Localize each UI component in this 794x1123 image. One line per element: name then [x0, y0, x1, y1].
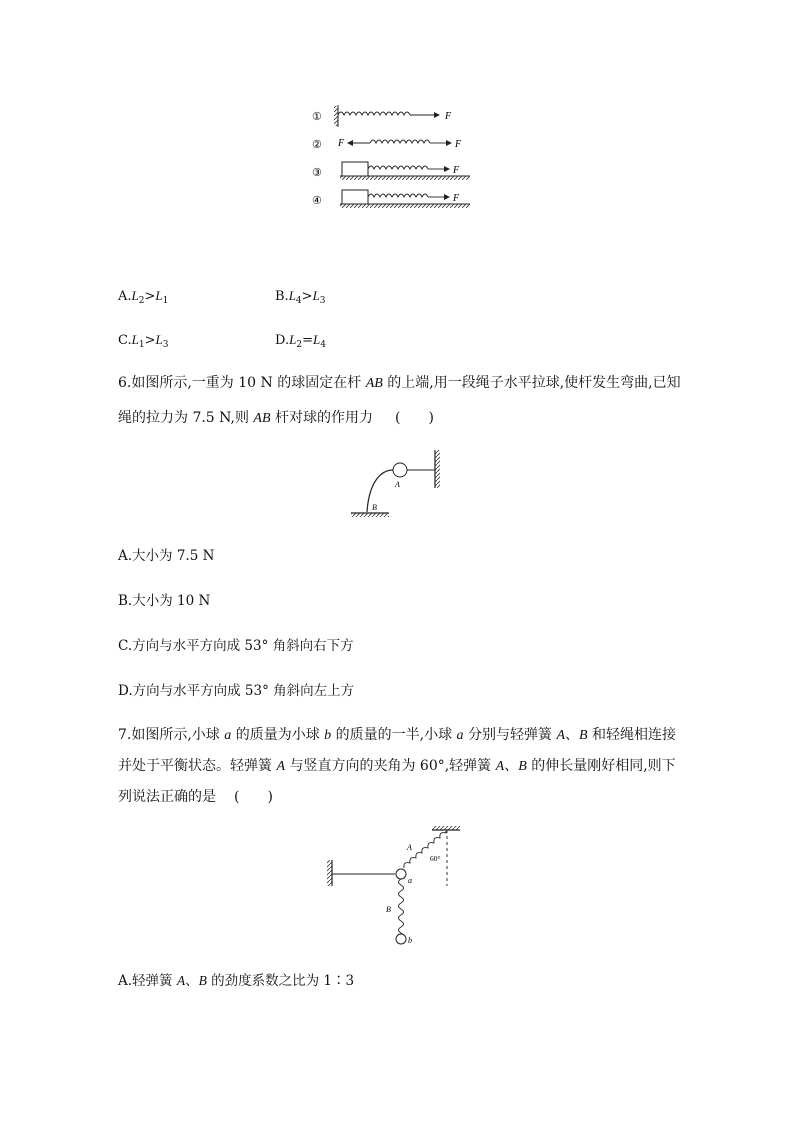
q6-option-b[interactable]: B.大小为 10 N	[118, 593, 211, 609]
ground	[340, 176, 470, 180]
spring-3	[368, 166, 428, 169]
option-a[interactable]: $A.L_2>L_1$	[118, 288, 169, 306]
q6-option-d[interactable]: D.方向与水平方向成 53° 角斜向左上方	[118, 683, 355, 699]
ball-a	[396, 869, 406, 879]
arrow-right-icon	[446, 140, 452, 146]
answer-blank[interactable]: ( )	[394, 410, 434, 426]
option-d[interactable]: $D.L_2=L_4$	[275, 332, 326, 350]
rod-ball-figure	[345, 448, 450, 520]
spring-4	[368, 194, 428, 197]
force-label: F	[453, 193, 460, 204]
setup-label-4: ④	[312, 195, 322, 207]
setup-label-3: ③	[312, 167, 322, 179]
spring-b-label: B	[386, 905, 391, 914]
force-label: F	[338, 138, 345, 149]
point-a-label: A	[395, 480, 400, 489]
q7-option-a[interactable]: A.轻弹簧 A、B 的劲度系数之比为 1∶3	[118, 973, 355, 989]
spring-setups-figure	[310, 100, 490, 215]
arrow-right-icon	[444, 194, 450, 200]
question-7-stem: 7.如图所示,小球 a 的质量为小球 b 的质量的一半,小球 a 分别与轻弹簧 A、B 和轻绳相连接 并处于平衡状态。轻弹簧 A 与竖直方向的夹角为 60°,轻弹簧 A、B 的伸长量刚好相同,则下 列说法正确的是 ( )	[118, 727, 677, 805]
spring-a-label: A	[407, 843, 412, 852]
spring-1	[338, 112, 410, 115]
angle-label: 60°	[430, 854, 441, 863]
q6-option-c[interactable]: C.方向与水平方向成 53° 角斜向右下方	[118, 638, 354, 654]
ball-b-label: b	[408, 936, 412, 945]
arrow-left-icon	[347, 140, 353, 146]
question-6-stem: 6.如图所示,一重为 10 N 的球固定在杆 AB 的上端,用一段绳子水平拉球,使杆发生弯曲,已知 绳的拉力为 7.5 N,则 AB 杆对球的作用力 ( )	[118, 375, 681, 426]
ground	[340, 204, 470, 208]
setup-label-2: ②	[312, 139, 322, 151]
answer-blank[interactable]: ( )	[234, 789, 273, 805]
ball-b	[396, 934, 406, 944]
setup-label-1: ①	[312, 111, 322, 123]
spring-2	[370, 140, 430, 143]
q6-option-a[interactable]: A.大小为 7.5 N	[118, 548, 215, 564]
spring-balls-figure	[322, 824, 472, 948]
spring-b	[399, 879, 404, 939]
block	[342, 190, 368, 204]
force-label: F	[455, 139, 462, 150]
ball	[393, 463, 407, 477]
force-label: F	[445, 111, 452, 122]
point-b-label: B	[372, 503, 377, 512]
option-c[interactable]: $C.L_1>L_3$	[118, 332, 169, 350]
arrow-right-icon	[434, 112, 440, 118]
bent-rod	[367, 470, 393, 512]
block	[342, 162, 368, 176]
wall	[334, 106, 338, 126]
force-label: F	[453, 165, 460, 176]
ball-a-label: a	[408, 876, 412, 885]
option-b[interactable]: $B.L_4>L_3$	[275, 288, 326, 306]
arrow-right-icon	[444, 166, 450, 172]
